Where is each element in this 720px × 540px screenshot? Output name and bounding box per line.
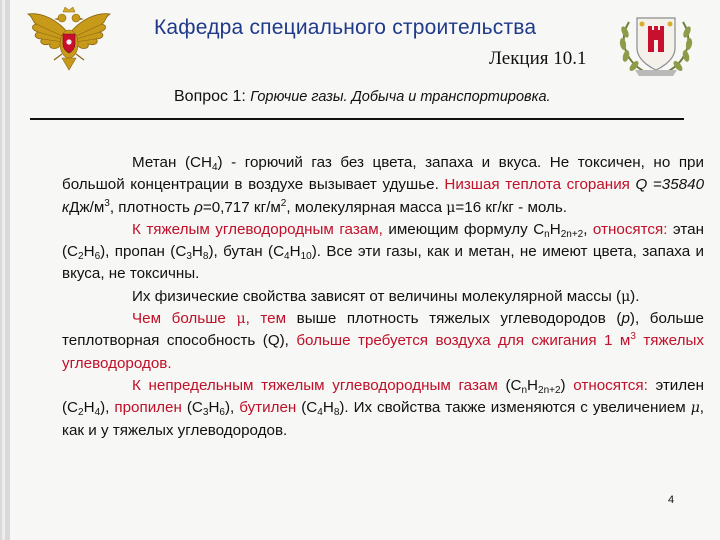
header-divider xyxy=(30,118,684,120)
question-heading xyxy=(174,88,551,106)
question-label: Вопрос 1: xyxy=(174,88,246,105)
department-title: Кафедра специального строительства xyxy=(154,16,537,39)
paragraph-unsaturated: К непредельным тяжелым углеводородным газам $(С_nН_{2n+2})$ относятся: этилен $(С_2Н_4)$, пропилен $(С_3Н_6)$, бутилен $(С_4Н_8)$. Их свойства также изменяются с увеличением μ, как и у тяжелых углеводородов. xyxy=(62,376,705,439)
paragraph-heavy-hydrocarbons: К тяжелым углеводородным газам, имеющим формулу $С_nН_{2n+2}$, относятся: этан $(С_2Н_6)$, пропан $(С_3Н_8)$, бутан $(С_4Н_{10})$. Все эти газы, как и метан, не имеют цвета, запаха и вкуса, не токсичны. xyxy=(62,220,704,283)
university-crest-icon xyxy=(615,4,697,80)
paragraph-methane: Метан $(СН_4)$ - горючий газ без цвета, запаха и вкуса. Не токсичен, но при большой концентрации в воздухе вызывает удушье. Низшая теплота сгорания Q =35840 кДж/$м^3$, плотность ρ=0,717 $кг/м^2$, молекулярная масса μ=16 кг/кг - моль. xyxy=(62,154,705,216)
lecture-body xyxy=(62,152,704,442)
paragraph-physical-properties: Их физические свойства зависят от величины молекулярной массы (μ). xyxy=(132,287,640,305)
question-text: Горючие газы. Добыча и транспортировка. xyxy=(250,89,551,105)
eagle-emblem-icon xyxy=(24,4,114,78)
lecture-number: Лекция 10.1 xyxy=(489,48,587,69)
page-number: 4 xyxy=(668,494,675,506)
paragraph-molecular-mass: Чем больше μ, тем выше плотность тяжелых углеводородов (р), больше теплотворная способность (Q), больше требуется воздуха для сжигания 1 $м^3$ тяжелых углеводородов. xyxy=(62,310,704,372)
left-sidebar-stripe xyxy=(2,0,5,540)
